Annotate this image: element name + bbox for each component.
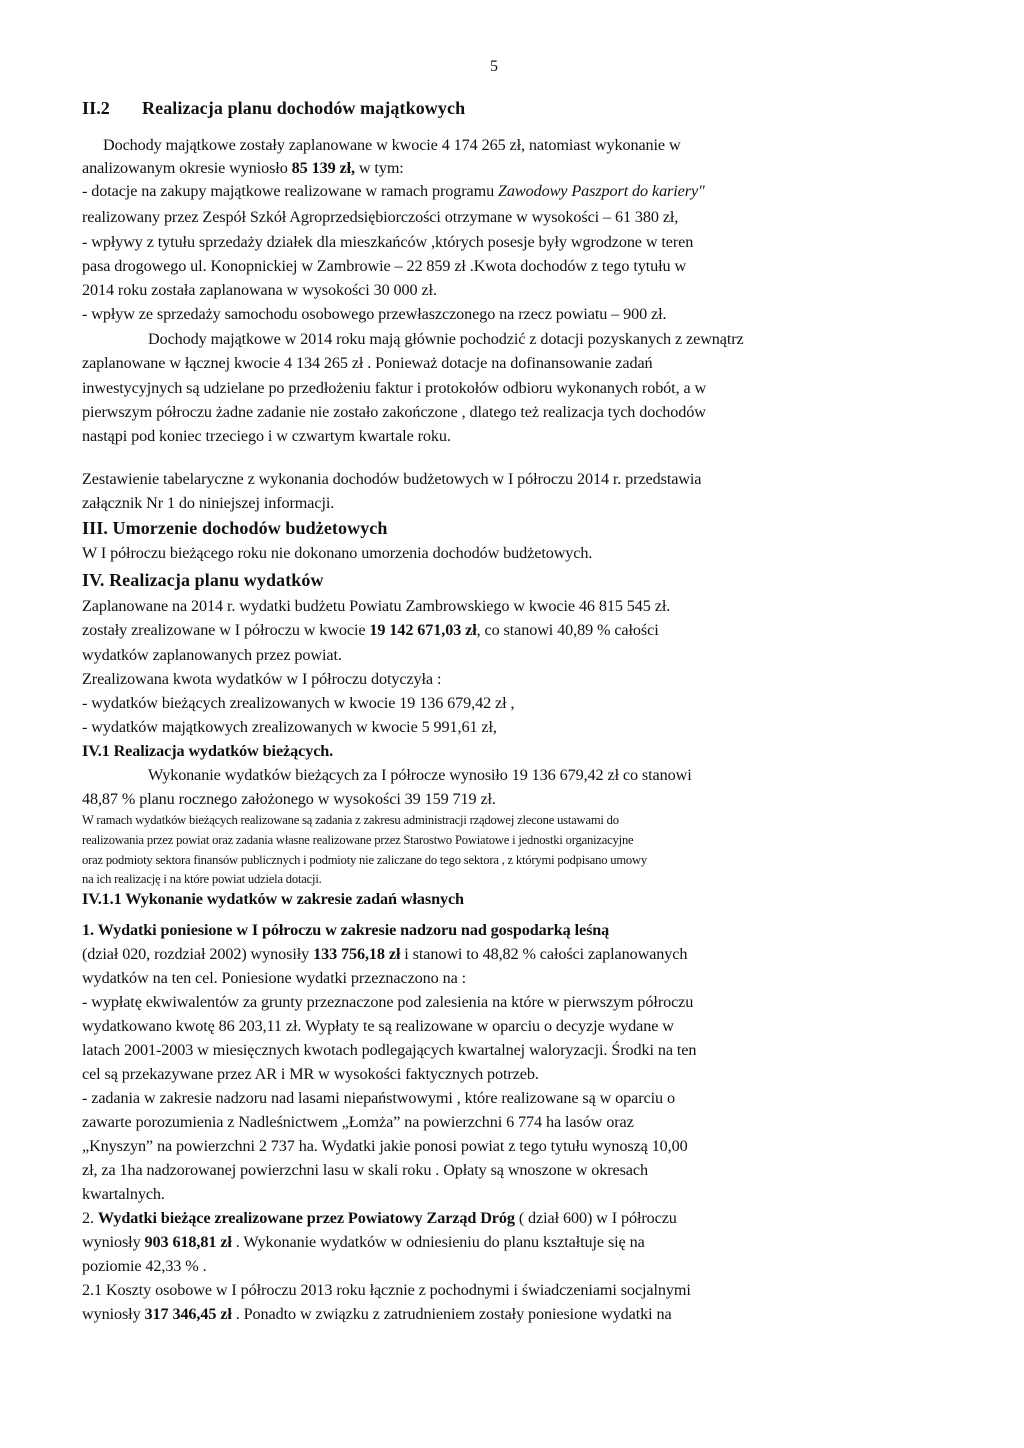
bold-text: 19 142 671,03 zł (369, 621, 477, 639)
bold-text: 903 618,81 zł (144, 1233, 232, 1251)
text-line (82, 620, 659, 640)
bold-text: IV.1.1 Wykonanie wydatków w zakresie zadań własnych (82, 890, 464, 908)
text-line (82, 1136, 688, 1156)
text-segment: , co stanowi 40,89 % całości (476, 621, 659, 639)
text-segment: poziomie 42,33 % . (82, 1257, 207, 1275)
text-segment: . Wykonanie wydatków w odniesieniu do planu kształtuje się na (231, 1233, 645, 1251)
text-segment: zaplanowane w łącznej kwocie 4 134 265 zł . Ponieważ dotacje na dofinansowanie zadań (82, 354, 653, 372)
text-line (82, 570, 324, 590)
text-segment: Wykonanie wydatków bieżących za I półrocze wynosiło 19 136 679,42 zł co stanowi (148, 766, 692, 784)
text-segment: wydatkowano kwotę 86 203,11 zł. Wypłaty te są realizowane w oparciu o decyzje wydane w (82, 1017, 674, 1035)
text-segment: realizowania przez powiat oraz zadania własne realizowane przez Starostwo Powiatowe i jednostki organizacyjne (82, 833, 634, 847)
text-segment: wyniosły (82, 1233, 145, 1251)
text-segment: - zadania w zakresie nadzoru nad lasami niepaństwowymi , które realizowane są w oparciu o (82, 1089, 675, 1107)
text-segment: realizowany przez Zespół Szkół Agroprzedsiębiorczości otrzymane w wysokości – 61 380 zł, (82, 208, 679, 226)
text-line (82, 1064, 539, 1084)
text-segment: nastąpi pod koniec trzeciego i w czwartym kwartale roku. (82, 427, 451, 445)
text-segment: „Knyszyn” na powierzchni 2 737 ha. Wydatki jakie ponosi powiat z tego tytułu wynoszą 10,00 (82, 1137, 688, 1155)
text-line (103, 135, 681, 155)
text-segment: - dotacje na zakupy majątkowe realizowane w ramach programu (82, 182, 499, 200)
text-line (82, 1208, 677, 1228)
text-segment: wydatków na ten cel. Poniesione wydatki przeznaczono na : (82, 969, 467, 987)
text-line (82, 469, 701, 489)
text-line (82, 232, 693, 252)
text-line (82, 889, 464, 909)
text-line (82, 378, 706, 398)
text-segment: wyniosły (82, 1305, 145, 1323)
bold-text: 1. Wydatki poniesione w I półroczu w zakresie nadzoru nad gospodarką leśną (82, 921, 610, 939)
text-line (82, 812, 619, 828)
bold-text: 133 756,18 zł (313, 945, 401, 963)
text-line (148, 765, 692, 785)
bold-text: Wydatki bieżące zrealizowane przez Powiatowy Zarząd Dróg (97, 1209, 515, 1227)
text-segment: cel są przekazywane przez AR i MR w wysokości faktycznych potrzeb. (82, 1065, 539, 1083)
text-line (82, 871, 322, 887)
text-line (82, 1160, 648, 1180)
text-line (82, 645, 342, 665)
text-segment: Zestawienie tabelaryczne z wykonania dochodów budżetowych w I półroczu 2014 r. przedstawia (82, 470, 702, 488)
text-segment: i stanowi to 48,82 % całości zaplanowanych (400, 945, 688, 963)
text-segment: pasa drogowego ul. Konopnickiej w Zambrowie – 22 859 zł .Kwota dochodów z tego tytułu w (82, 257, 687, 275)
text-line (82, 852, 647, 868)
text-segment: 2.1 Koszty osobowe w I półroczu 2013 roku łącznie z pochodnymi i świadczeniami socjalnymi (82, 1281, 691, 1299)
text-segment: . Ponadto w związku z zatrudnieniem zostały poniesione wydatki na (231, 1305, 672, 1323)
text-segment: IV. Realizacja planu wydatków (82, 570, 324, 590)
text-line (82, 543, 592, 563)
text-line (82, 1112, 634, 1132)
text-segment: 2. (82, 1209, 98, 1227)
text-line (82, 920, 609, 940)
text-segment: - wypłatę ekwiwalentów za grunty przeznaczone pod zalesienia na które w pierwszym półroczu (82, 993, 694, 1011)
text-segment: W ramach wydatków bieżących realizowane są zadania z zakresu administracji rządowej zlecone ustawami do (82, 813, 619, 827)
text-line (82, 1184, 165, 1204)
text-line (82, 717, 497, 737)
text-line (82, 304, 666, 324)
text-line (82, 1256, 207, 1276)
text-segment: III. Umorzenie dochodów budżetowych (82, 518, 388, 538)
text-line (82, 832, 633, 848)
text-line (82, 789, 496, 809)
text-segment: 2014 roku została zaplanowana w wysokości 30 000 zł. (82, 281, 437, 299)
text-line (82, 493, 334, 513)
text-line (82, 596, 670, 616)
text-segment: - wydatków bieżących zrealizowanych w kwocie 19 136 679,42 zł , (82, 694, 515, 712)
text-segment: II.2 (82, 98, 110, 118)
text-segment: na ich realizację i na które powiat udziela dotacji. (82, 872, 322, 886)
text-segment: Zaplanowane na 2014 r. wydatki budżetu Powiatu Zambrowskiego w kwocie 46 815 545 zł. (82, 597, 671, 615)
text-segment: zostały zrealizowane w I półroczu w kwocie (82, 621, 370, 639)
text-line (82, 402, 706, 422)
text-segment: W I półroczu bieżącego roku nie dokonano umorzenia dochodów budżetowych. (82, 544, 593, 562)
text-segment: oraz podmioty sektora finansów publicznych i podmioty nie zaliczane do tego sektora , z którymi podpisano umowy (82, 853, 648, 867)
bold-text: 317 346,45 zł (144, 1305, 232, 1323)
text-line (82, 207, 678, 227)
text-segment: kwartalnych. (82, 1185, 165, 1203)
text-line (82, 98, 465, 118)
text-segment: - wpływ ze sprzedaży samochodu osobowego przewłaszczonego na rzecz powiatu – 900 zł. (82, 305, 667, 323)
text-line (82, 1304, 672, 1324)
text-line (82, 741, 333, 761)
text-line (148, 329, 744, 349)
text-segment: wydatków zaplanowanych przez powiat. (82, 646, 342, 664)
text-segment: pierwszym półroczu żadne zadanie nie zostało zakończone , dlatego też realizacja tych dochodów (82, 403, 706, 421)
text-line (82, 968, 466, 988)
text-line (82, 353, 653, 373)
text-segment: Zrealizowana kwota wydatków w I półroczu dotyczyła : (82, 670, 442, 688)
text-segment: ( dział 600) w I półroczu (514, 1209, 677, 1227)
bold-text: 85 139 zł, (291, 159, 355, 177)
text-segment: latach 2001-2003 w miesięcznych kwotach podlegających kwartalnej waloryzacji. Środki na ten (82, 1041, 697, 1059)
text-line (82, 669, 441, 689)
text-segment: zawarte porozumienia z Nadleśnictwem „Łomża” na powierzchni 6 774 ha lasów oraz (82, 1113, 634, 1131)
text-segment: - wydatków majątkowych zrealizowanych w kwocie 5 991,61 zł, (82, 718, 497, 736)
text-line (82, 1088, 675, 1108)
text-segment: Dochody majątkowe zostały zaplanowane w kwocie 4 174 265 zł, natomiast wykonanie w (103, 136, 681, 154)
text-line (82, 1040, 696, 1060)
page-number: 5 (490, 58, 498, 75)
text-line (82, 992, 693, 1012)
text-segment: inwestycyjnych są udzielane po przedłożeniu faktur i protokołów odbioru wykonanych robót, a w (82, 379, 707, 397)
text-line (82, 518, 388, 538)
text-line (82, 1232, 645, 1252)
text-line (82, 280, 437, 300)
bold-text: IV.1 Realizacja wydatków bieżących. (82, 742, 334, 760)
text-line (82, 693, 514, 713)
text-segment: (dział 020, rozdział 2002) wynosiły (82, 945, 314, 963)
italic-text: Zawodowy Paszport do kariery" (498, 182, 705, 200)
text-segment: - wpływy z tytułu sprzedaży działek dla mieszkańców ,których posesje były wgrodzone w teren (82, 233, 694, 251)
text-segment: zł, za 1ha nadzorowanej powierzchni lasu w skali roku . Opłaty są wnoszone w okresach (82, 1161, 648, 1179)
text-line (82, 256, 686, 276)
text-segment: 48,87 % planu rocznego założonego w wysokości 39 159 719 zł. (82, 790, 496, 808)
text-segment: analizowanym okresie wyniosło (82, 159, 292, 177)
text-line (82, 1016, 674, 1036)
text-line (82, 1280, 691, 1300)
text-line (82, 944, 687, 964)
text-segment: załącznik Nr 1 do niniejszej informacji. (82, 494, 335, 512)
text-line (82, 181, 705, 201)
text-line (82, 158, 404, 178)
text-line (82, 426, 451, 446)
text-segment: w tym: (354, 159, 404, 177)
text-segment: Dochody majątkowe w 2014 roku mają głównie pochodzić z dotacji pozyskanych z zewnątrz (148, 330, 744, 348)
text-segment: Realizacja planu dochodów majątkowych (142, 98, 466, 118)
